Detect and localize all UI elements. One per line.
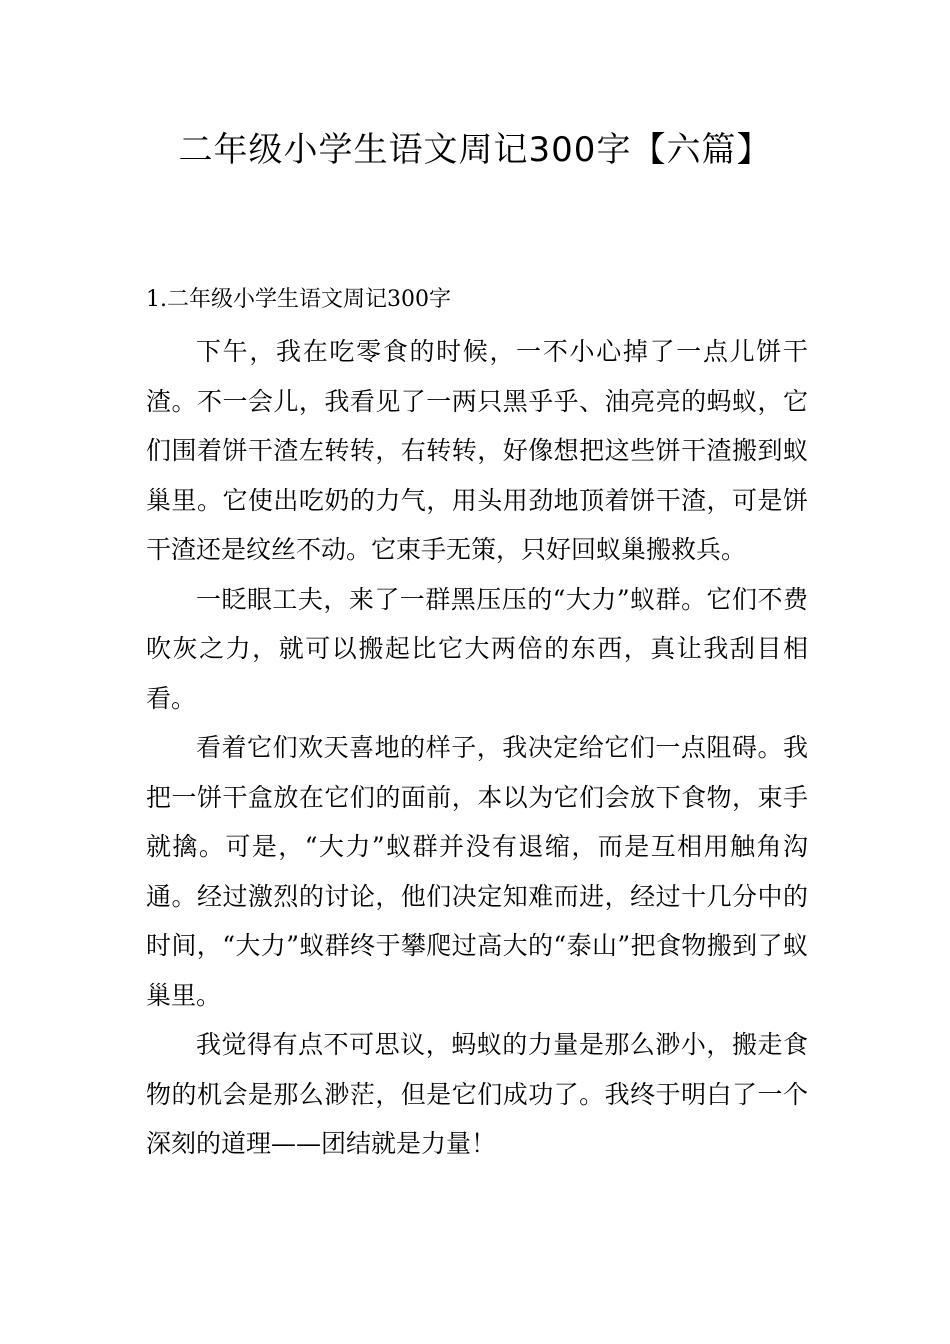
paragraph-2: 一眨眼工夫，来了一群黑压压的“大力”蚁群。它们不费吹灰之力，就可以搬起比它大两倍的东西，真让我刮目相看。	[146, 584, 808, 713]
document-title: 二年级小学生语文周记300字【六篇】	[178, 130, 772, 170]
section-heading: 1.二年级小学生语文周记300字	[146, 287, 451, 312]
paragraph-1: 下午，我在吃零食的时候，一不小心掉了一点儿饼干渣。不一会儿，我看见了一两只黑乎乎、油亮亮的蚂蚁，它们围着饼干渣左转转，右转转，好像想把这些饼干渣搬到蚁巢里。它使出吃奶的力气，用头用劲地顶着饼干渣，可是饼干渣还是纹丝不动。它束手无策，只好回蚁巢搬救兵。	[146, 337, 808, 564]
paragraph-3: 看着它们欢天喜地的样子，我决定给它们一点阻碍。我把一饼干盒放在它们的面前，本以为它们会放下食物，束手就擒。可是，“大力”蚁群并没有退缩，而是互相用触角沟通。经过激烈的讨论，他们决定知难而进，经过十几分中的时间，“大力”蚁群终于攀爬过高大的“泰山”把食物搬到了蚁巢里。	[146, 733, 808, 1010]
paragraph-4: 我觉得有点不可思议，蚂蚁的力量是那么渺小，搬走食物的机会是那么渺茫，但是它们成功了。我终于明白了一个深刻的道理——团结就是力量！	[146, 1030, 808, 1158]
document-body	[146, 280, 808, 1169]
